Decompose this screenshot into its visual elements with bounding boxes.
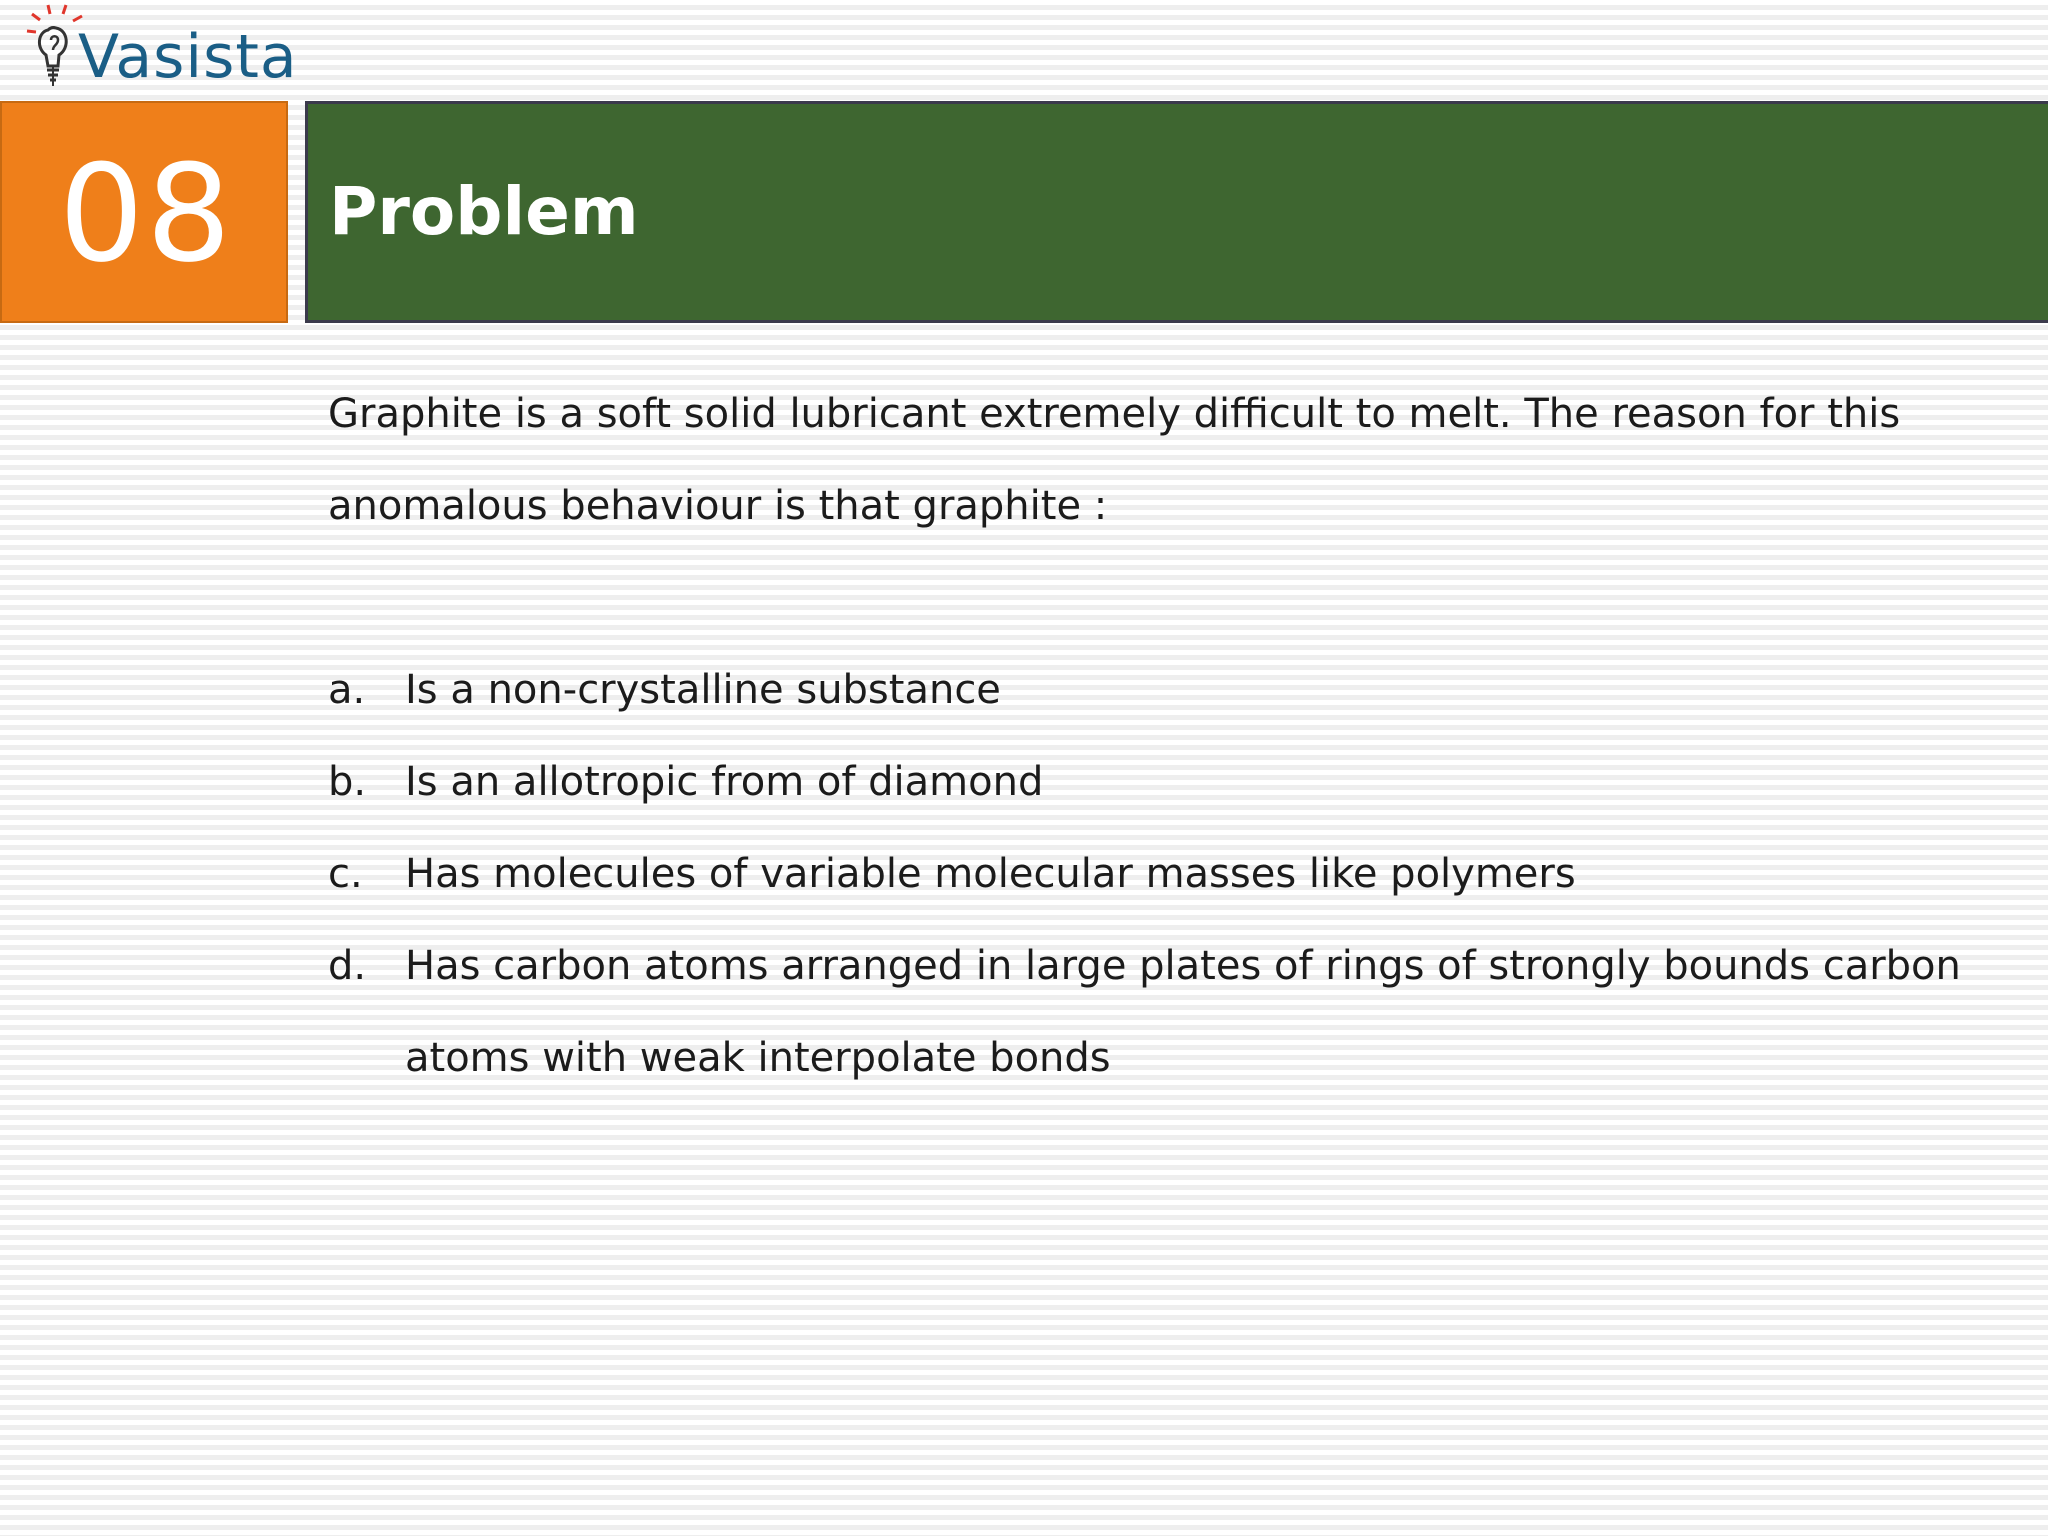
options-list <box>328 644 2028 1104</box>
option-text: Is an allotropic from of diamond <box>405 759 1044 805</box>
option-text: Is a non-crystalline substance <box>405 667 1001 713</box>
title-bar <box>305 101 2048 323</box>
option-d <box>328 920 1965 1104</box>
slide-title: Problem <box>329 173 639 250</box>
option-text: Has carbon atoms arranged in large plates of rings of strongly bounds carbon atoms with weak interpolate bonds <box>405 943 1961 1081</box>
slide-number: 08 <box>58 136 234 292</box>
option-a <box>328 644 1965 736</box>
option-b <box>328 736 1965 828</box>
option-letter: c. <box>328 851 363 897</box>
question-content <box>328 368 2028 1104</box>
option-letter: b. <box>328 759 367 805</box>
logo-wordmark: Vasista <box>78 22 298 92</box>
vasista-logo <box>18 0 298 98</box>
option-c <box>328 828 1965 920</box>
question-text: Graphite is a soft solid lubricant extremely difficult to melt. The reason for this anomalous behaviour is that graphite : <box>328 391 1901 529</box>
option-text: Has molecules of variable molecular masses like polymers <box>405 851 1576 897</box>
option-letter: d. <box>328 943 367 989</box>
option-letter: a. <box>328 667 366 713</box>
slide-number-box <box>0 101 288 323</box>
